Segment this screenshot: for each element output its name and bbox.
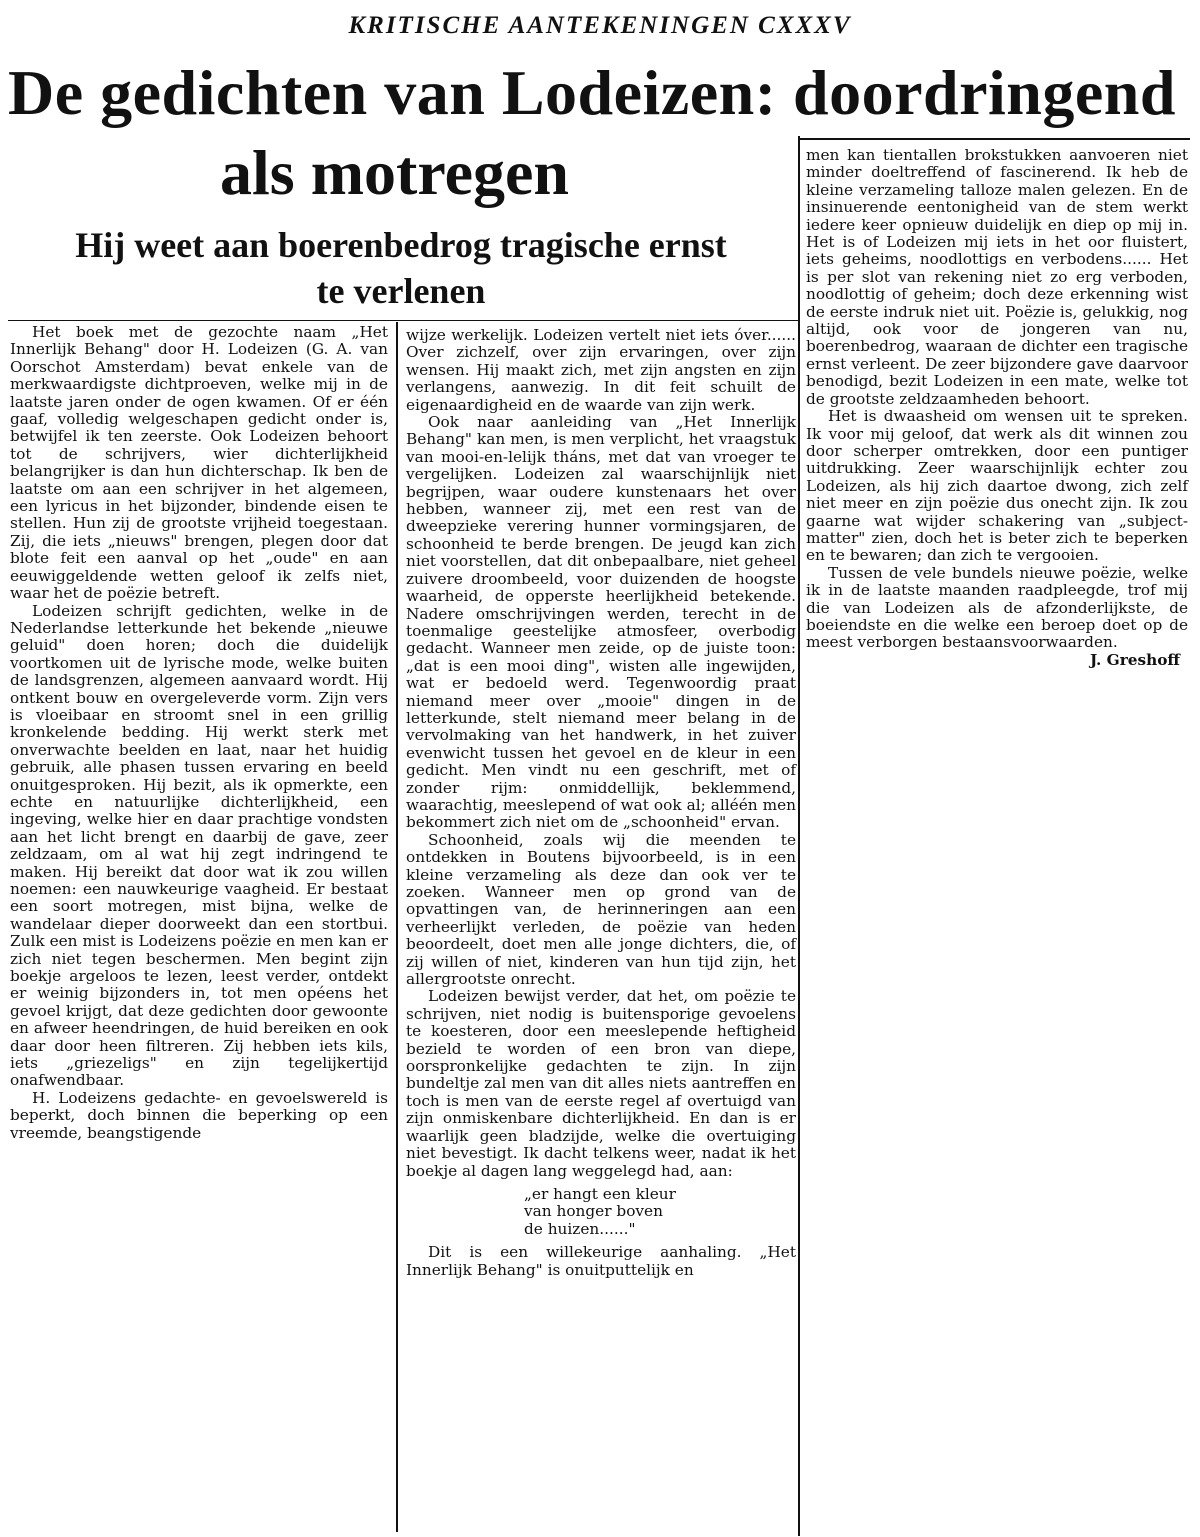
paragraph: Ook naar aanleiding van „Het Innerlijk Behang" kan men, is men verplicht, het vraagstuk van mooi-en-lelijk tháns, met dat van vroeger te vergelijken. Lodeizen zal waarschijnlijk niet begrijpen, waar oudere kunstenaars het over hebben, wanneer zij, met een rest van de dweepzieke verering hunner vormingsjaren, de schoonheid te berde brengen. De jeugd kan zich niet voorstellen, dat dit onbepaalbare, niet geheel zuivere droombeeld, voor duizenden de hoogste waarheid, de opperste heerlijkheid betekende. Nadere omschrijvingen werden, terecht in de toenmalige geestelijke atmosfeer, overbodig gedacht. Wanneer men zeide, op de juiste toon: „dat is een mooi ding", wisten alle ingewijden, wat er bedoeld werd. Tegenwoordig praat niemand meer over „mooie" dingen in de letterkunde, stelt niemand meer belang in de vervolmaking van het handwerk, in het zuiver evenwicht tussen het gevoel en de kleur in een gedicht. Men vindt nu een geschrift, met of zonder rijm: onmiddellijk, beklemmend, waarachtig, meeslepend of wat ook al; alléén men bekommert zich niet om de „schoonheid" ervan. — [406, 413, 796, 832]
paragraph: wijze werkelijk. Lodeizen vertelt niet iets óver...... Over zichzelf, over zijn ervaringen, over zijn wensen. Hij maakt zich, met zijn angsten en zijn verlangens, aanwezig. In dit feit schuilt de eigenaardigheid en de waarde van zijn werk. — [406, 326, 796, 414]
subhead-rule — [8, 320, 800, 321]
paragraph: Schoonheid, zoals wij die meenden te ontdekken in Boutens bijvoorbeeld, is in een kleine verzameling als deze dan ook ver te zoeken. Wanneer men op grond van de opvattingen van, de herinneringen aan een verheerlijkt verleden, de poëzie van heden beoordeelt, doet men alle jonge dichters, die, of zij willen of niet, kinderen van hun tijd zijn, het allergrootste onrecht. — [406, 830, 796, 989]
paragraph: Tussen de vele bundels nieuwe poëzie, welke ik in de laatste maanden raadpleegde, trof mij die van Lodeizen als de afzonderlijkste, de boeiendste en die welke een beroep doet op de meest verborgen bestaansvoorwaarden. — [806, 563, 1188, 652]
column-rule-2 — [798, 136, 800, 1536]
paragraph: H. Lodeizens gedachte- en gevoelswereld is beperkt, doch binnen die beperking op een vreemde, beangstigende — [10, 1088, 388, 1142]
poem-quote — [524, 1186, 796, 1238]
paragraph: Het boek met de gezochte naam „Het Innerlijk Behang" door H. Lodeizen (G. A. van Oorschot Amsterdam) bevat enkele van de merkwaardigste dichtproeven, welke mij in de laatste jaren onder de ogen kwamen. Of er één gaaf, volledig welgeschapen gedicht onder is, betwijfel ik ten zeerste. Ook Lodeizen behoort tot de schrijvers, wier dichterlijkheid belangrijker is dan hun dichterschap. Ik ben de laatste om aan een schrijver in het algemeen, een lyricus in het bijzonder, bindende eisen te stellen. Hun zij de grootste vrijheid toegestaan. Zij, die iets „nieuws" brengen, plegen door dat blote feit een aanval op het „oude" en aan eeuwiggeldende wetten geloof ik zelfs niet, waar het de poëzie betreft. — [10, 323, 388, 603]
subhead — [12, 222, 790, 314]
kicker: KRITISCHE AANTEKENINGEN CXXXV — [348, 12, 852, 39]
subhead-line-1: Hij weet aan boerenbedrog tragische ernst — [75, 225, 727, 265]
headline-rule — [798, 138, 1190, 140]
subhead-line-2: te verlenen — [316, 271, 486, 311]
paragraph: men kan tientallen brokstukken aanvoeren niet minder doeltreffend of fascinerend. Ik heb de kleine verzameling talloze malen gelezen. En de insinuerende eentonigheid van de stem werkt iedere keer opnieuw duidelijk en diep op mij in. Het is of Lodeizen mij iets in het oor fluistert, iets geheims, noodlottigs en verbodens...... Het is per slot van rekening niet zo erg verboden, noodlottig of geheim; doch deze erkenning wist de eerste indruk niet uit. Poëzie is, gelukkig, nog altijd, ook voor de jongeren van nu, boerenbedrog, waaraan de dichter een tragische ernst verleent. De zeer bijzondere gave daarvoor benodigd, bezit Lodeizen in een mate, welke tot de grootste zeldzaamheden behoort. — [806, 146, 1188, 408]
author-signature: J. Greshoff — [1089, 650, 1180, 669]
quote-line: van honger boven — [524, 1202, 663, 1221]
column-rule-1 — [396, 322, 398, 1532]
paragraph: Dit is een willekeurige aanhaling. „Het Innerlijk Behang" is onuitputtelijk en — [406, 1243, 796, 1279]
paragraph: Het is dwaasheid om wensen uit te spreken. Ik voor mij geloof, dat werk als dit winnen zou door scherper omtrekken, door een puntiger uitdrukking. Zeer waarschijnlijk echter zou Lodeizen, als hij zich daartoe dwong, zich zelf niet meer en zijn poëzie dus onecht zijn. Ik zou gaarne wat wijder schakering van „subject-matter" zien, doch het is beter zich te beperken en te bewaren; dan zich te vergooien. — [806, 407, 1188, 565]
headline-line-2: als motregen — [220, 137, 569, 208]
quote-line: „er hangt een kleur — [524, 1184, 676, 1203]
quote-line: de huizen......" — [524, 1219, 636, 1238]
paragraph: Lodeizen bewijst verder, dat het, om poëzie te schrijven, niet nodig is buitensporige gevoelens te koesteren, door een meeslepende heftigheid bezield te worden of een bron van diepe, oorspronkelijke gedachten te zijn. In zijn bundeltje zal men van dit alles niets aantreffen en toch is men van de eerste regel af overtuigd van zijn onmiskenbare dichterlijkheid. En dan is er waarlijk geen bladzijde, welke die overtuiging niet bevestigt. Ik dacht telkens weer, nadat ik het boekje al dagen lang weggelegd had, aan: — [406, 987, 796, 1180]
article-column-1 — [10, 324, 388, 1142]
paragraph: Lodeizen schrijft gedichten, welke in de Nederlandse letterkunde het bekende „nieuwe geluid" doen horen; doch die duidelijk voortkomen uit de lyrische mode, welke buiten de landsgrenzen, algemeen aanvaard wordt. Hij ontkent bouw en overgeleverde vorm. Zijn vers is vloeibaar en stroomt snel in een grillig kronkelende bedding. Hij werkt sterk met onverwachte beelden en laat, naar het huidig gebruik, alle phasen tussen ervaring en beeld onuitgesproken. Hij bezit, als ik opmerkte, een echte en natuurlijke dichterlijkheid, een ingeving, welke hier en daar prachtige vondsten aan het licht brengt en daarbij de gave, zeer zeldzaam, om al wat hij zegt indringend te maken. Hij bereikt dat door wat ik zou willen noemen: een nauwkeurige vaagheid. Er bestaat een soort motregen, mist bijna, welke de wandelaar dieper doorweekt dan een stortbui. Zulk een mist is Lodeizens poëzie en men kan er zich niet tegen beschermen. Men begint zijn boekje argeloos te lezen, leest verder, ontdekt er weinig bijzonders in, tot men opéens het gevoel krijgt, dat deze gedichten door gewoonte en afweer heendringen, de huid bereiken en ook daar door heen filtreren. Zij hebben iets kils, iets „griezeligs" en zijn tegelijkertijd onafwendbaar. — [10, 601, 388, 1090]
headline-line-1: De gedichten van Lodeizen: doordringend — [8, 57, 1176, 128]
article-column-2 — [406, 327, 796, 1279]
article-column-3 — [806, 147, 1188, 669]
